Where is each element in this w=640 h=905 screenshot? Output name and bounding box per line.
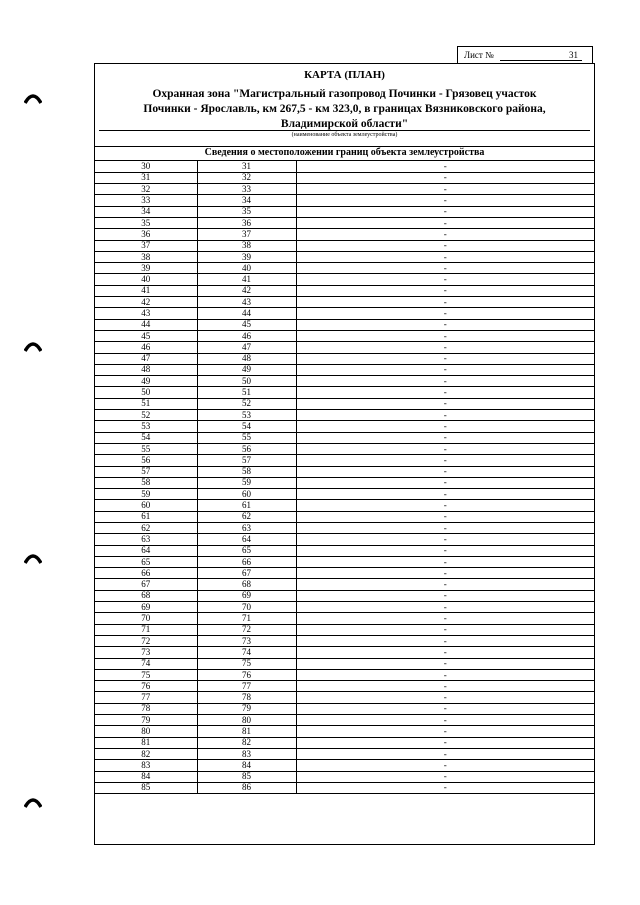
table-row <box>95 410 594 421</box>
from-point-cell: 75 <box>95 669 197 680</box>
value-cell: - <box>296 364 594 375</box>
value-cell: - <box>296 624 594 635</box>
from-point-cell: 37 <box>95 240 197 251</box>
from-point-cell: 73 <box>95 647 197 658</box>
to-point-cell: 33 <box>197 184 296 195</box>
to-point-cell: 63 <box>197 523 296 534</box>
from-point-cell: 84 <box>95 771 197 782</box>
value-cell: - <box>296 726 594 737</box>
to-point-cell: 79 <box>197 703 296 714</box>
to-point-cell: 69 <box>197 590 296 601</box>
value-cell: - <box>296 579 594 590</box>
table-row <box>95 647 594 658</box>
from-point-cell: 72 <box>95 635 197 646</box>
table-row <box>95 455 594 466</box>
punch-hole-mark <box>24 552 42 564</box>
value-cell: - <box>296 308 594 319</box>
table-row <box>95 613 594 624</box>
to-point-cell: 36 <box>197 217 296 228</box>
from-point-cell: 66 <box>95 568 197 579</box>
from-point-cell: 46 <box>95 342 197 353</box>
table-row <box>95 263 594 274</box>
value-cell: - <box>296 556 594 567</box>
to-point-cell: 75 <box>197 658 296 669</box>
table-row <box>95 715 594 726</box>
to-point-cell: 81 <box>197 726 296 737</box>
from-point-cell: 79 <box>95 715 197 726</box>
table-row <box>95 443 594 454</box>
to-point-cell: 37 <box>197 229 296 240</box>
to-point-cell: 82 <box>197 737 296 748</box>
value-cell: - <box>296 669 594 680</box>
value-cell: - <box>296 432 594 443</box>
to-point-cell: 42 <box>197 285 296 296</box>
table-row <box>95 602 594 613</box>
to-point-cell: 58 <box>197 466 296 477</box>
from-point-cell: 67 <box>95 579 197 590</box>
value-cell: - <box>296 511 594 522</box>
to-point-cell: 62 <box>197 511 296 522</box>
from-point-cell: 41 <box>95 285 197 296</box>
sheet-number-box <box>457 46 593 63</box>
value-cell: - <box>296 274 594 285</box>
table-row <box>95 376 594 387</box>
from-point-cell: 43 <box>95 308 197 319</box>
to-point-cell: 53 <box>197 410 296 421</box>
value-cell: - <box>296 387 594 398</box>
from-point-cell: 39 <box>95 263 197 274</box>
to-point-cell: 70 <box>197 602 296 613</box>
to-point-cell: 54 <box>197 421 296 432</box>
to-point-cell: 41 <box>197 274 296 285</box>
table-row <box>95 251 594 262</box>
from-point-cell: 69 <box>95 602 197 613</box>
from-point-cell: 78 <box>95 703 197 714</box>
table-row <box>95 635 594 646</box>
table-row <box>95 240 594 251</box>
table-row <box>95 748 594 759</box>
table-row <box>95 658 594 669</box>
to-point-cell: 50 <box>197 376 296 387</box>
value-cell: - <box>296 184 594 195</box>
value-cell: - <box>296 760 594 771</box>
table-row <box>95 206 594 217</box>
to-point-cell: 64 <box>197 534 296 545</box>
from-point-cell: 68 <box>95 590 197 601</box>
table-row <box>95 703 594 714</box>
to-point-cell: 56 <box>197 443 296 454</box>
value-cell: - <box>296 443 594 454</box>
from-point-cell: 83 <box>95 760 197 771</box>
value-cell: - <box>296 534 594 545</box>
to-point-cell: 86 <box>197 782 296 793</box>
table-row <box>95 523 594 534</box>
document-frame <box>94 63 595 845</box>
table-row <box>95 568 594 579</box>
to-point-cell: 45 <box>197 319 296 330</box>
to-point-cell: 74 <box>197 647 296 658</box>
to-point-cell: 55 <box>197 432 296 443</box>
table-row <box>95 590 594 601</box>
value-cell: - <box>296 206 594 217</box>
value-cell: - <box>296 398 594 409</box>
value-cell: - <box>296 748 594 759</box>
from-point-cell: 48 <box>95 364 197 375</box>
value-cell: - <box>296 703 594 714</box>
from-point-cell: 30 <box>95 161 197 172</box>
value-cell: - <box>296 500 594 511</box>
table-row <box>95 421 594 432</box>
table-row <box>95 782 594 793</box>
to-point-cell: 32 <box>197 172 296 183</box>
value-cell: - <box>296 342 594 353</box>
value-cell: - <box>296 330 594 341</box>
to-point-cell: 38 <box>197 240 296 251</box>
value-cell: - <box>296 376 594 387</box>
table-row <box>95 681 594 692</box>
from-point-cell: 50 <box>95 387 197 398</box>
object-name-line: Охранная зона "Магистральный газопровод Починки - Грязовец участок <box>152 88 537 100</box>
value-cell: - <box>296 782 594 793</box>
to-point-cell: 59 <box>197 477 296 488</box>
from-point-cell: 65 <box>95 556 197 567</box>
value-cell: - <box>296 590 594 601</box>
from-point-cell: 58 <box>95 477 197 488</box>
value-cell: - <box>296 285 594 296</box>
from-point-cell: 64 <box>95 545 197 556</box>
table-row <box>95 545 594 556</box>
value-cell: - <box>296 353 594 364</box>
value-cell: - <box>296 613 594 624</box>
value-cell: - <box>296 681 594 692</box>
table-row <box>95 579 594 590</box>
to-point-cell: 77 <box>197 681 296 692</box>
sheet-label: Лист № <box>464 50 494 60</box>
table-row <box>95 760 594 771</box>
to-point-cell: 73 <box>197 635 296 646</box>
value-cell: - <box>296 195 594 206</box>
to-point-cell: 84 <box>197 760 296 771</box>
table-row <box>95 466 594 477</box>
table-row <box>95 330 594 341</box>
from-point-cell: 77 <box>95 692 197 703</box>
to-point-cell: 49 <box>197 364 296 375</box>
to-point-cell: 39 <box>197 251 296 262</box>
boundary-points-table <box>95 161 594 794</box>
from-point-cell: 31 <box>95 172 197 183</box>
to-point-cell: 40 <box>197 263 296 274</box>
object-name-line: Починки - Ярославль, км 267,5 - км 323,0, в границах Вязниковского района, <box>143 103 546 115</box>
from-point-cell: 71 <box>95 624 197 635</box>
punch-hole-mark <box>24 796 42 808</box>
table-row <box>95 771 594 782</box>
from-point-cell: 63 <box>95 534 197 545</box>
object-name <box>107 87 582 132</box>
from-point-cell: 59 <box>95 489 197 500</box>
value-cell: - <box>296 477 594 488</box>
table-row <box>95 511 594 522</box>
from-point-cell: 57 <box>95 466 197 477</box>
from-point-cell: 52 <box>95 410 197 421</box>
table-row <box>95 308 594 319</box>
table-row <box>95 184 594 195</box>
table-row <box>95 172 594 183</box>
to-point-cell: 51 <box>197 387 296 398</box>
table-row <box>95 161 594 172</box>
to-point-cell: 65 <box>197 545 296 556</box>
table-row <box>95 432 594 443</box>
from-point-cell: 82 <box>95 748 197 759</box>
table-row <box>95 489 594 500</box>
from-point-cell: 51 <box>95 398 197 409</box>
table-row <box>95 319 594 330</box>
to-point-cell: 46 <box>197 330 296 341</box>
from-point-cell: 34 <box>95 206 197 217</box>
to-point-cell: 68 <box>197 579 296 590</box>
from-point-cell: 56 <box>95 455 197 466</box>
table-row <box>95 669 594 680</box>
to-point-cell: 78 <box>197 692 296 703</box>
from-point-cell: 33 <box>95 195 197 206</box>
title-block <box>95 64 594 147</box>
document-title: КАРТА (ПЛАН) <box>304 69 385 81</box>
from-point-cell: 32 <box>95 184 197 195</box>
from-point-cell: 40 <box>95 274 197 285</box>
value-cell: - <box>296 263 594 274</box>
value-cell: - <box>296 523 594 534</box>
from-point-cell: 42 <box>95 297 197 308</box>
value-cell: - <box>296 172 594 183</box>
to-point-cell: 72 <box>197 624 296 635</box>
value-cell: - <box>296 568 594 579</box>
to-point-cell: 83 <box>197 748 296 759</box>
value-cell: - <box>296 545 594 556</box>
table-row <box>95 353 594 364</box>
value-cell: - <box>296 410 594 421</box>
to-point-cell: 34 <box>197 195 296 206</box>
table-row <box>95 556 594 567</box>
table-row <box>95 692 594 703</box>
name-caption: (наименование объекта землеустройства) <box>291 132 398 138</box>
value-cell: - <box>296 737 594 748</box>
table-row <box>95 364 594 375</box>
from-point-cell: 60 <box>95 500 197 511</box>
table-row <box>95 195 594 206</box>
name-underline <box>99 130 590 131</box>
table-row <box>95 342 594 353</box>
object-name-line: Владимирской области" <box>280 118 409 130</box>
to-point-cell: 47 <box>197 342 296 353</box>
value-cell: - <box>296 602 594 613</box>
value-cell: - <box>296 489 594 500</box>
from-point-cell: 49 <box>95 376 197 387</box>
from-point-cell: 45 <box>95 330 197 341</box>
to-point-cell: 44 <box>197 308 296 319</box>
to-point-cell: 52 <box>197 398 296 409</box>
from-point-cell: 74 <box>95 658 197 669</box>
table-row <box>95 217 594 228</box>
table-row <box>95 534 594 545</box>
value-cell: - <box>296 771 594 782</box>
sheet-number: 31 <box>500 51 582 61</box>
to-point-cell: 67 <box>197 568 296 579</box>
value-cell: - <box>296 251 594 262</box>
from-point-cell: 44 <box>95 319 197 330</box>
from-point-cell: 47 <box>95 353 197 364</box>
value-cell: - <box>296 692 594 703</box>
from-point-cell: 55 <box>95 443 197 454</box>
table-row <box>95 297 594 308</box>
table-row <box>95 500 594 511</box>
from-point-cell: 61 <box>95 511 197 522</box>
value-cell: - <box>296 421 594 432</box>
from-point-cell: 54 <box>95 432 197 443</box>
table-row <box>95 398 594 409</box>
from-point-cell: 62 <box>95 523 197 534</box>
table-row <box>95 274 594 285</box>
from-point-cell: 80 <box>95 726 197 737</box>
from-point-cell: 76 <box>95 681 197 692</box>
to-point-cell: 71 <box>197 613 296 624</box>
table-row <box>95 229 594 240</box>
to-point-cell: 61 <box>197 500 296 511</box>
value-cell: - <box>296 658 594 669</box>
from-point-cell: 81 <box>95 737 197 748</box>
to-point-cell: 48 <box>197 353 296 364</box>
value-cell: - <box>296 466 594 477</box>
from-point-cell: 70 <box>95 613 197 624</box>
value-cell: - <box>296 161 594 172</box>
value-cell: - <box>296 297 594 308</box>
table-row <box>95 477 594 488</box>
to-point-cell: 76 <box>197 669 296 680</box>
to-point-cell: 80 <box>197 715 296 726</box>
table-row <box>95 624 594 635</box>
from-point-cell: 53 <box>95 421 197 432</box>
from-point-cell: 36 <box>95 229 197 240</box>
value-cell: - <box>296 229 594 240</box>
value-cell: - <box>296 635 594 646</box>
from-point-cell: 35 <box>95 217 197 228</box>
table-row <box>95 285 594 296</box>
value-cell: - <box>296 217 594 228</box>
to-point-cell: 31 <box>197 161 296 172</box>
punch-hole-mark <box>24 340 42 352</box>
from-point-cell: 38 <box>95 251 197 262</box>
to-point-cell: 57 <box>197 455 296 466</box>
section-title: Сведения о местоположении границ объекта землеустройства <box>95 146 594 161</box>
value-cell: - <box>296 240 594 251</box>
to-point-cell: 43 <box>197 297 296 308</box>
to-point-cell: 35 <box>197 206 296 217</box>
table-row <box>95 387 594 398</box>
table-row <box>95 726 594 737</box>
to-point-cell: 60 <box>197 489 296 500</box>
value-cell: - <box>296 715 594 726</box>
from-point-cell: 85 <box>95 782 197 793</box>
to-point-cell: 66 <box>197 556 296 567</box>
punch-hole-mark <box>24 92 42 104</box>
to-point-cell: 85 <box>197 771 296 782</box>
value-cell: - <box>296 455 594 466</box>
value-cell: - <box>296 319 594 330</box>
value-cell: - <box>296 647 594 658</box>
table-row <box>95 737 594 748</box>
